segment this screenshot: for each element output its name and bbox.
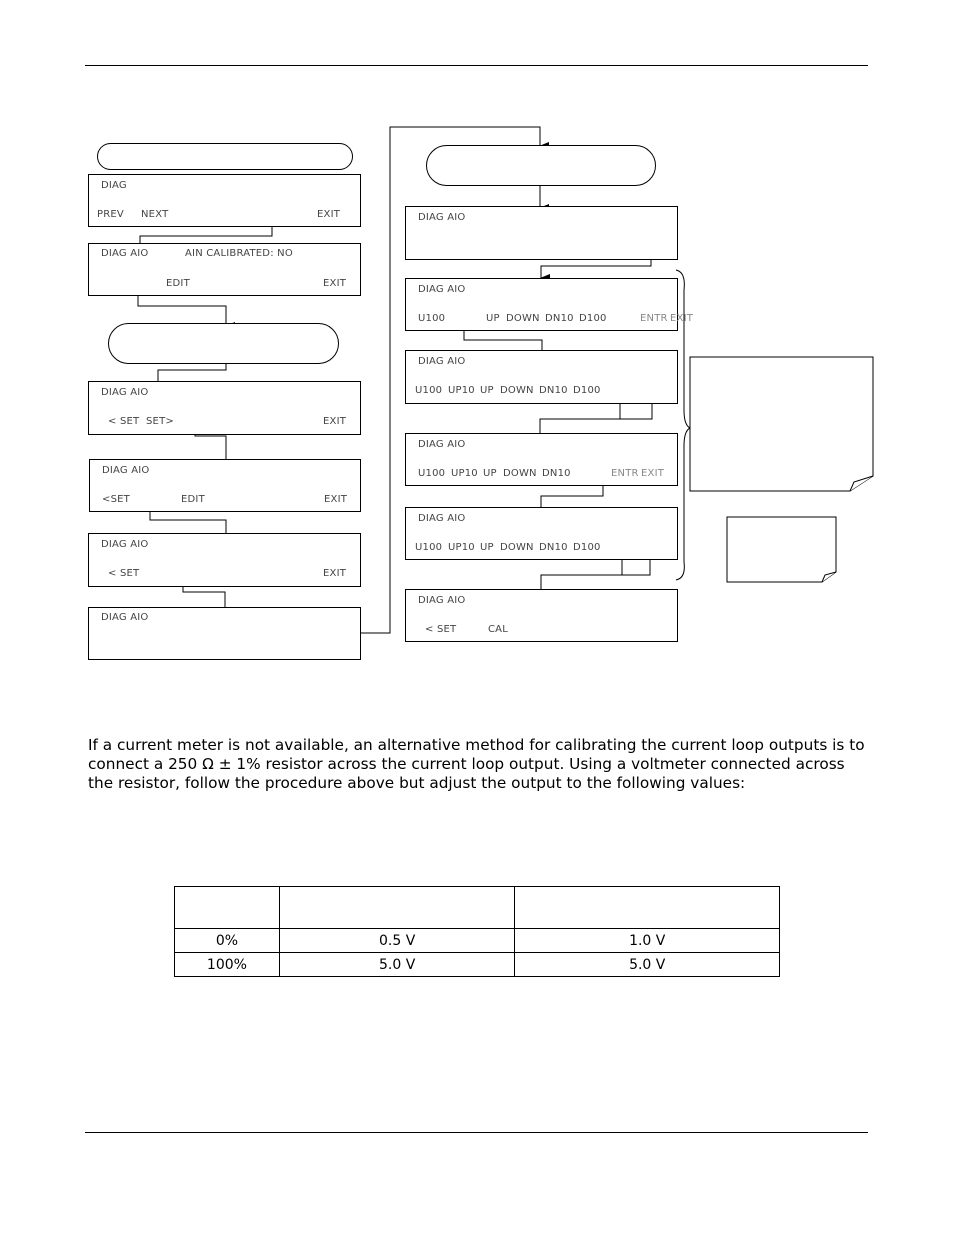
table-cell: 5.0 V — [515, 953, 780, 977]
down-key[interactable]: DOWN — [500, 542, 534, 553]
set-next-key[interactable]: SET> — [146, 416, 174, 427]
dn10-key[interactable]: DN10 — [542, 468, 571, 479]
table-row — [175, 929, 780, 953]
aio-cal-screen-6 — [405, 589, 678, 642]
exit-key[interactable]: EXIT — [670, 313, 694, 324]
up-key[interactable]: UP — [483, 468, 497, 479]
exit-key[interactable]: EXIT — [317, 209, 341, 220]
exit-key[interactable]: EXIT — [323, 278, 347, 289]
down-key[interactable]: DOWN — [503, 468, 537, 479]
note-shapes — [690, 357, 873, 582]
d100-key[interactable]: D100 — [573, 542, 601, 553]
down-key[interactable]: DOWN — [506, 313, 540, 324]
start-pill — [97, 143, 353, 170]
table-cell: 5.0 V — [279, 953, 515, 977]
aio-cal-screen-1 — [405, 206, 678, 260]
table-header-row — [175, 887, 780, 929]
display-line: DIAG AIO — [418, 284, 466, 295]
display-line: DIAG AIO — [418, 212, 466, 223]
display-line: DIAG AIO — [418, 439, 466, 450]
u100-key[interactable]: U100 — [415, 542, 443, 553]
u100-key[interactable]: U100 — [418, 468, 446, 479]
display-line: DIAG AIO — [101, 248, 149, 259]
aio-calibrated-screen — [88, 243, 361, 296]
exit-key[interactable]: EXIT — [324, 494, 348, 505]
edit-key[interactable]: EDIT — [166, 278, 190, 289]
display-line: DIAG AIO — [418, 356, 466, 367]
exit-key[interactable]: EXIT — [641, 468, 665, 479]
mid-pill — [108, 323, 339, 364]
down-key[interactable]: DOWN — [500, 385, 534, 396]
table-cell: 0.5 V — [279, 929, 515, 953]
aio-cal-screen-4 — [405, 433, 678, 486]
display-line: DIAG AIO — [418, 595, 466, 606]
set-prev-key[interactable]: < SET — [108, 568, 140, 579]
display-line: DIAG AIO — [101, 539, 149, 550]
table-cell: 100% — [175, 953, 280, 977]
aio-cal-screen-2 — [405, 278, 694, 331]
up10-key[interactable]: UP10 — [451, 468, 478, 479]
exit-key[interactable]: EXIT — [323, 416, 347, 427]
aio-set-screen-3 — [88, 533, 361, 587]
display-line: DIAG AIO — [102, 465, 150, 476]
table-cell: 0% — [175, 929, 280, 953]
display-line: DIAG AIO — [418, 513, 466, 524]
dn10-key[interactable]: DN10 — [545, 313, 574, 324]
set-prev-key[interactable]: <SET — [102, 494, 130, 505]
d100-key[interactable]: D100 — [579, 313, 607, 324]
table-row — [175, 953, 780, 977]
edit-key[interactable]: EDIT — [181, 494, 205, 505]
set-prev-key[interactable]: < SET — [108, 416, 140, 427]
aio-set-screen-1 — [88, 381, 361, 435]
display-status: AIN CALIBRATED: NO — [185, 248, 293, 259]
aio-set-screen-2 — [89, 459, 361, 512]
table-header-cell — [515, 887, 780, 929]
prev-key[interactable]: PREV — [97, 209, 124, 220]
u100-key[interactable]: U100 — [415, 385, 443, 396]
body-paragraph: If a current meter is not available, an alternative method for calibrating the current loop outputs is to connect a 250 Ω ± 1% resistor across the current loop output. Using a voltmeter connected across the resistor, follow the procedure above but adjust the output to the following values: — [88, 736, 865, 792]
display-line: DIAG AIO — [101, 387, 149, 398]
table-cell: 1.0 V — [515, 929, 780, 953]
dn10-key[interactable]: DN10 — [539, 542, 568, 553]
dn10-key[interactable]: DN10 — [539, 385, 568, 396]
display-line: DIAG AIO — [101, 612, 149, 623]
up10-key[interactable]: UP10 — [448, 385, 475, 396]
entr-key[interactable]: ENTR — [640, 313, 668, 324]
aio-output-screen — [88, 607, 361, 660]
cal-key[interactable]: CAL — [488, 624, 508, 635]
entr-key[interactable]: ENTR — [611, 468, 639, 479]
next-key[interactable]: NEXT — [141, 209, 169, 220]
u100-key[interactable]: U100 — [418, 313, 446, 324]
voltage-table — [174, 886, 780, 977]
footer-rule — [85, 1132, 868, 1133]
right-pill — [426, 145, 656, 186]
aio-cal-screen-5 — [405, 507, 678, 560]
up-key[interactable]: UP — [486, 313, 500, 324]
set-prev-key[interactable]: < SET — [425, 624, 457, 635]
up-key[interactable]: UP — [480, 385, 494, 396]
table-header-cell — [279, 887, 515, 929]
diag-screen — [88, 174, 361, 227]
display-line: DIAG — [101, 180, 127, 191]
exit-key[interactable]: EXIT — [323, 568, 347, 579]
up10-key[interactable]: UP10 — [448, 542, 475, 553]
aio-cal-screen-3 — [405, 350, 678, 404]
table-header-cell — [175, 887, 280, 929]
d100-key[interactable]: D100 — [573, 385, 601, 396]
up-key[interactable]: UP — [480, 542, 494, 553]
